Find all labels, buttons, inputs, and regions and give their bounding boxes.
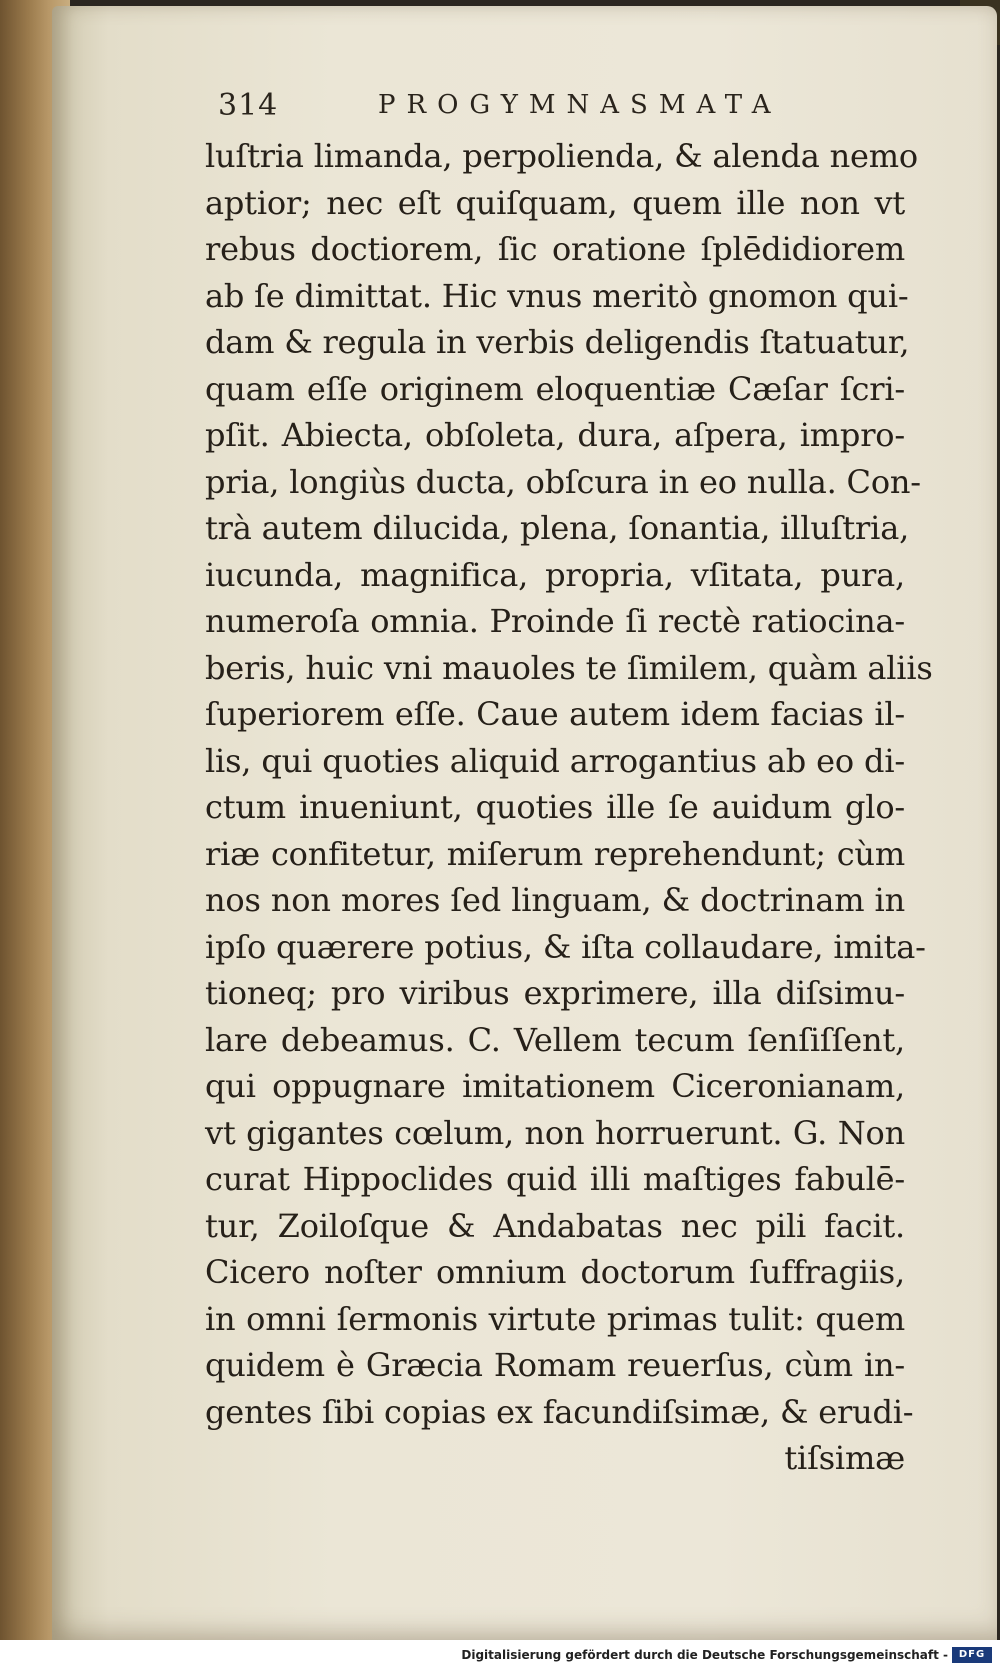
text-line: gentes ſibi copias ex facundiſsimæ, & erudi- xyxy=(205,1392,914,1431)
text-line: ab ſe dimittat. Hic vnus meritò gnomon qui- xyxy=(205,276,909,315)
text-line: iucunda, magnifica, propria, vſitata, pura, xyxy=(205,555,905,594)
text-line: numeroſa omnia. Proinde ſi rectè ratiocina- xyxy=(205,602,905,640)
running-title: PROGYMNASMATA xyxy=(378,90,782,120)
text-line: tiſsimæ xyxy=(784,1439,905,1477)
text-line: beris, huic vni mauoles te ſimilem, quàm aliis xyxy=(205,648,933,687)
text-line: Cicero noſter omnium doctorum ſuffragiis, xyxy=(205,1253,905,1291)
text-line: lis, qui quoties aliquid arrogantius ab eo di- xyxy=(205,741,905,780)
text-line: vt gigantes cœlum, non horruerunt. G. Non xyxy=(205,1113,905,1152)
text-line: nos non mores ſed linguam, & doctrinam in xyxy=(205,881,905,919)
text-line: qui oppugnare imitationem Ciceronianam, xyxy=(205,1067,905,1105)
text-line: in omni ſermonis virtute primas tulit: quem xyxy=(205,1299,905,1338)
digitization-footer xyxy=(0,1640,1000,1672)
text-line: tioneq; pro viribus exprimere, illa diſsimu- xyxy=(205,974,905,1012)
text-line: ipſo quærere potius, & iſta collaudare, imita- xyxy=(205,927,926,966)
text-line: luſtria limanda, perpolienda, & alenda nemo xyxy=(205,137,918,175)
body-text xyxy=(205,133,933,1482)
text-line: pria, longiùs ducta, obſcura in eo nulla. Con- xyxy=(205,462,921,501)
text-line: rebus doctiorem, ſic oratione ſplēdidiorem xyxy=(205,230,905,268)
text-line: ctum inueniunt, quoties ille ſe auidum glo- xyxy=(205,788,905,826)
text-line: riæ confitetur, miſerum reprehendunt; cùm xyxy=(205,834,905,873)
text-line: trà autem dilucida, plena, ſonantia, illuſtria, xyxy=(205,509,910,547)
text-line: ſuperiorem eſſe. Caue autem idem facias il- xyxy=(205,695,905,733)
text-line: dam & regula in verbis deligendis ſtatuatur, xyxy=(205,323,910,361)
dfg-logo: DFG xyxy=(952,1647,992,1663)
text-line: curat Hippoclides quid illi maſtiges fabulē- xyxy=(205,1160,905,1198)
text-line: quidem è Græcia Romam reuerſus, cùm in- xyxy=(205,1346,905,1384)
page-number: 314 xyxy=(218,88,279,123)
text-line: pſit. Abiecta, obſoleta, dura, aſpera, impro- xyxy=(205,416,905,454)
funding-credit: Digitalisierung gefördert durch die Deutsche Forschungsgemeinschaft - xyxy=(461,1648,948,1662)
text-line: tur, Zoiloſque & Andabatas nec pili facit. xyxy=(205,1206,905,1245)
running-head xyxy=(218,88,868,132)
text-line: aptior; nec eſt quiſquam, quem ille non vt xyxy=(205,183,905,222)
text-line: quam eſſe originem eloquentiæ Cæſar ſcri- xyxy=(205,369,905,408)
text-line: lare debeamus. C. Vellem tecum ſenſiſſent, xyxy=(205,1020,905,1059)
